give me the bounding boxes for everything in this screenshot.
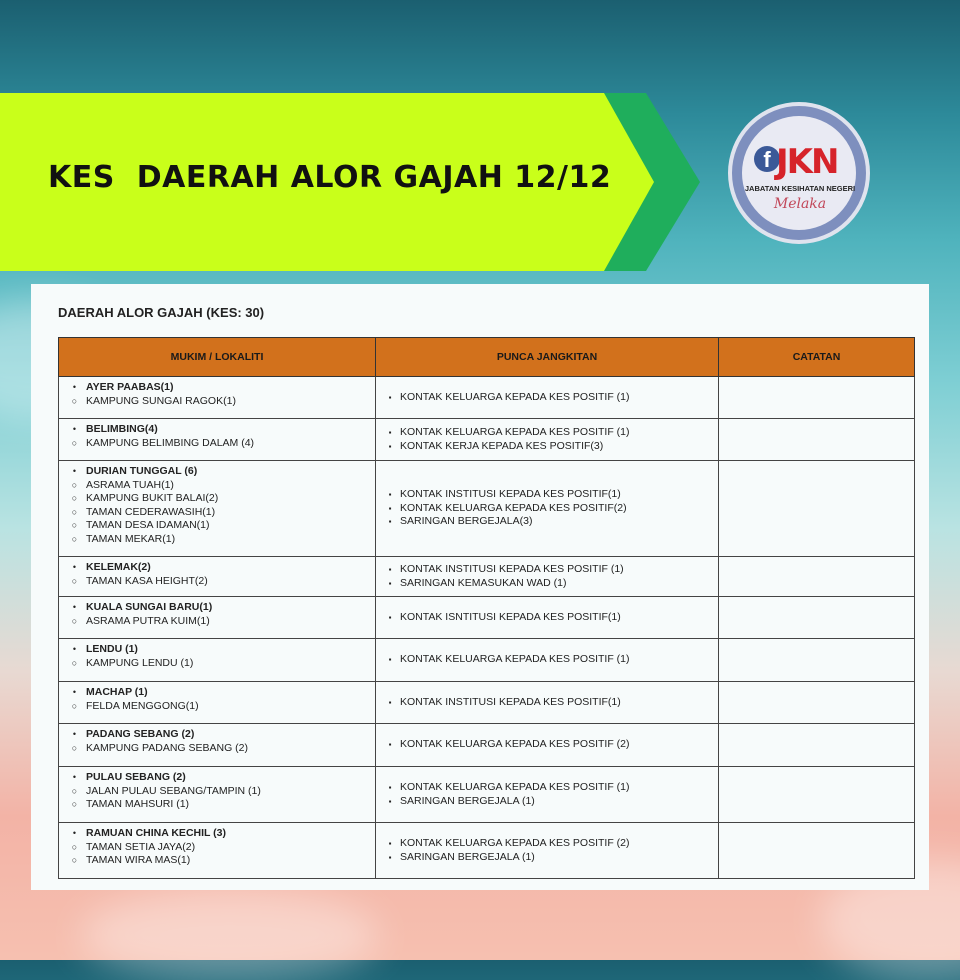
bullet-icon: • xyxy=(72,602,77,612)
table-row xyxy=(59,639,915,682)
source-cell xyxy=(376,639,719,682)
bullet-icon: • xyxy=(72,424,77,434)
page-title: KES DAERAH ALOR GAJAH 12/12 xyxy=(48,160,612,195)
mukim-cell xyxy=(59,682,376,724)
mukim-name: MACHAP (1) xyxy=(86,686,148,698)
square-bullet-icon: ▪ xyxy=(388,740,392,750)
mukim-cell xyxy=(59,597,376,639)
mukim-name: LENDU (1) xyxy=(86,643,138,655)
source-item: SARINGAN BERGEJALA(3) xyxy=(400,515,533,528)
source-cell xyxy=(376,724,719,767)
circle-bullet-icon: ○ xyxy=(71,395,78,406)
mukim-name: KELEMAK(2) xyxy=(86,561,151,573)
locality-name: JALAN PULAU SEBANG/TAMPIN (1) xyxy=(86,784,261,797)
catatan-cell xyxy=(719,557,915,597)
facebook-icon: f xyxy=(754,146,780,172)
locality-name: TAMAN SETIA JAYA(2) xyxy=(86,840,196,853)
square-bullet-icon: ▪ xyxy=(388,783,392,792)
locality-name: FELDA MENGGONG(1) xyxy=(86,699,199,712)
square-bullet-icon: ▪ xyxy=(388,612,392,622)
source-cell xyxy=(376,597,719,639)
circle-bullet-icon: ○ xyxy=(71,742,78,753)
document-heading: DAERAH ALOR GAJAH (KES: 30) xyxy=(58,305,265,320)
circle-bullet-icon: ○ xyxy=(71,855,78,865)
square-bullet-icon: ▪ xyxy=(388,839,392,848)
locality-name: TAMAN MAHSURI (1) xyxy=(86,798,190,810)
table-row xyxy=(59,419,915,461)
locality-name: TAMAN MEKAR(1) xyxy=(86,532,176,545)
circle-bullet-icon: ○ xyxy=(71,506,78,517)
circle-bullet-icon: ○ xyxy=(71,575,78,586)
mukim-cell xyxy=(59,377,376,419)
square-bullet-icon: ▪ xyxy=(388,428,392,437)
source-cell xyxy=(376,461,719,557)
source-item: SARINGAN KEMASUKAN WAD (1) xyxy=(400,576,567,589)
locality-name: ASRAMA TUAH(1) xyxy=(86,478,174,491)
bullet-icon: • xyxy=(72,466,77,476)
mukim-cell xyxy=(59,557,376,597)
source-cell xyxy=(376,767,719,823)
mukim-cell xyxy=(59,724,376,767)
source-item: KONTAK KELUARGA KEPADA KES POSITIF(2) xyxy=(400,501,627,514)
table-row xyxy=(59,377,915,419)
source-cell xyxy=(376,377,719,419)
circle-bullet-icon: ○ xyxy=(71,437,78,448)
table-row xyxy=(59,682,915,724)
source-item: KONTAK KELUARGA KEPADA KES POSITIF (1) xyxy=(400,781,630,793)
bullet-icon: • xyxy=(72,828,77,838)
mukim-name: PULAU SEBANG (2) xyxy=(86,771,186,783)
catatan-cell xyxy=(719,377,915,419)
document-panel xyxy=(31,284,929,890)
circle-bullet-icon: ○ xyxy=(71,493,78,503)
source-item: KONTAK KERJA KEPADA KES POSITIF(3) xyxy=(400,439,604,452)
circle-bullet-icon: ○ xyxy=(71,533,78,544)
mukim-cell xyxy=(59,767,376,823)
circle-bullet-icon: ○ xyxy=(71,841,78,852)
source-cell xyxy=(376,682,719,724)
bullet-icon: • xyxy=(72,772,77,782)
source-cell xyxy=(376,419,719,461)
column-header-punca: PUNCA JANGKITAN xyxy=(376,338,719,377)
source-cell xyxy=(376,557,719,597)
bullet-icon: • xyxy=(72,382,77,392)
square-bullet-icon: ▪ xyxy=(388,697,392,707)
catatan-cell xyxy=(719,682,915,724)
circle-bullet-icon: ○ xyxy=(71,785,78,796)
square-bullet-icon: ▪ xyxy=(388,441,392,451)
square-bullet-icon: ▪ xyxy=(388,503,392,513)
table-row xyxy=(59,724,915,767)
source-item: KONTAK KELUARGA KEPADA KES POSITIF (1) xyxy=(400,426,630,438)
mukim-name: PADANG SEBANG (2) xyxy=(86,728,195,740)
logo-script: Melaka xyxy=(773,196,827,212)
column-header-catatan: CATATAN xyxy=(719,338,915,377)
circle-bullet-icon: ○ xyxy=(71,479,78,490)
source-item: KONTAK INSTITUSI KEPADA KES POSITIF(1) xyxy=(400,488,621,501)
mukim-name: KUALA SUNGAI BARU(1) xyxy=(86,601,213,613)
bullet-icon: • xyxy=(72,687,77,697)
square-bullet-icon: ▪ xyxy=(388,852,392,862)
catatan-cell xyxy=(719,767,915,823)
mukim-name: AYER PAABAS(1) xyxy=(86,381,174,393)
locality-name: KAMPUNG LENDU (1) xyxy=(86,656,194,669)
mukim-cell xyxy=(59,823,376,879)
circle-bullet-icon: ○ xyxy=(71,799,78,809)
logo-subtitle: JABATAN KESIHATAN NEGERI xyxy=(744,184,856,193)
source-item: KONTAK KELUARGA KEPADA KES POSITIF (2) xyxy=(400,738,630,751)
source-item: SARINGAN BERGEJALA (1) xyxy=(400,850,535,863)
source-item: KONTAK INSTITUSI KEPADA KES POSITIF (1) xyxy=(400,563,624,575)
source-item: KONTAK ISNTITUSI KEPADA KES POSITIF(1) xyxy=(400,610,621,623)
bullet-icon: • xyxy=(72,644,77,654)
circle-bullet-icon: ○ xyxy=(71,520,78,530)
circle-bullet-icon: ○ xyxy=(71,700,78,711)
jkn-logo xyxy=(728,102,870,244)
locality-name: TAMAN WIRA MAS(1) xyxy=(86,854,191,866)
source-cell xyxy=(376,823,719,879)
table-row xyxy=(59,767,915,823)
source-item: KONTAK KELUARGA KEPADA KES POSITIF (2) xyxy=(400,837,630,849)
mukim-cell xyxy=(59,419,376,461)
circle-bullet-icon: ○ xyxy=(71,615,78,626)
mukim-cell xyxy=(59,639,376,682)
table-row xyxy=(59,461,915,557)
case-table xyxy=(58,337,915,879)
bullet-icon: • xyxy=(72,562,77,572)
locality-name: TAMAN CEDERAWASIH(1) xyxy=(86,505,216,518)
source-item: SARINGAN BERGEJALA (1) xyxy=(400,794,535,807)
bullet-icon: • xyxy=(72,729,77,739)
table-row xyxy=(59,597,915,639)
table-row xyxy=(59,557,915,597)
square-bullet-icon: ▪ xyxy=(388,578,392,588)
source-item: KONTAK INSTITUSI KEPADA KES POSITIF(1) xyxy=(400,695,621,708)
locality-name: TAMAN DESA IDAMAN(1) xyxy=(86,519,210,531)
locality-name: KAMPUNG BUKIT BALAI(2) xyxy=(86,492,219,504)
catatan-cell xyxy=(719,823,915,879)
catatan-cell xyxy=(719,597,915,639)
catatan-cell xyxy=(719,639,915,682)
square-bullet-icon: ▪ xyxy=(388,490,392,500)
background-cloud xyxy=(80,890,380,980)
mukim-name: BELIMBING(4) xyxy=(86,423,158,435)
table-row xyxy=(59,823,915,879)
mukim-name: RAMUAN CHINA KECHIL (3) xyxy=(86,827,226,839)
mukim-name: DURIAN TUNGGAL (6) xyxy=(86,465,198,477)
square-bullet-icon: ▪ xyxy=(388,655,392,665)
mukim-cell xyxy=(59,461,376,557)
source-item: KONTAK KELUARGA KEPADA KES POSITIF (1) xyxy=(400,653,630,666)
square-bullet-icon: ▪ xyxy=(388,796,392,806)
catatan-cell xyxy=(719,724,915,767)
locality-name: ASRAMA PUTRA KUIM(1) xyxy=(86,614,210,627)
table-header-row xyxy=(59,338,915,377)
locality-name: TAMAN KASA HEIGHT(2) xyxy=(86,574,208,587)
square-bullet-icon: ▪ xyxy=(388,392,392,402)
column-header-mukim: MUKIM / LOKALITI xyxy=(59,338,376,377)
catatan-cell xyxy=(719,461,915,557)
catatan-cell xyxy=(719,419,915,461)
locality-name: KAMPUNG BELIMBING DALAM (4) xyxy=(86,436,255,449)
circle-bullet-icon: ○ xyxy=(71,657,78,668)
square-bullet-icon: ▪ xyxy=(388,517,392,527)
locality-name: KAMPUNG SUNGAI RAGOK(1) xyxy=(86,394,236,407)
square-bullet-icon: ▪ xyxy=(388,565,392,574)
locality-name: KAMPUNG PADANG SEBANG (2) xyxy=(86,741,249,754)
logo-text: JKN xyxy=(776,142,838,182)
source-item: KONTAK KELUARGA KEPADA KES POSITIF (1) xyxy=(400,390,630,403)
